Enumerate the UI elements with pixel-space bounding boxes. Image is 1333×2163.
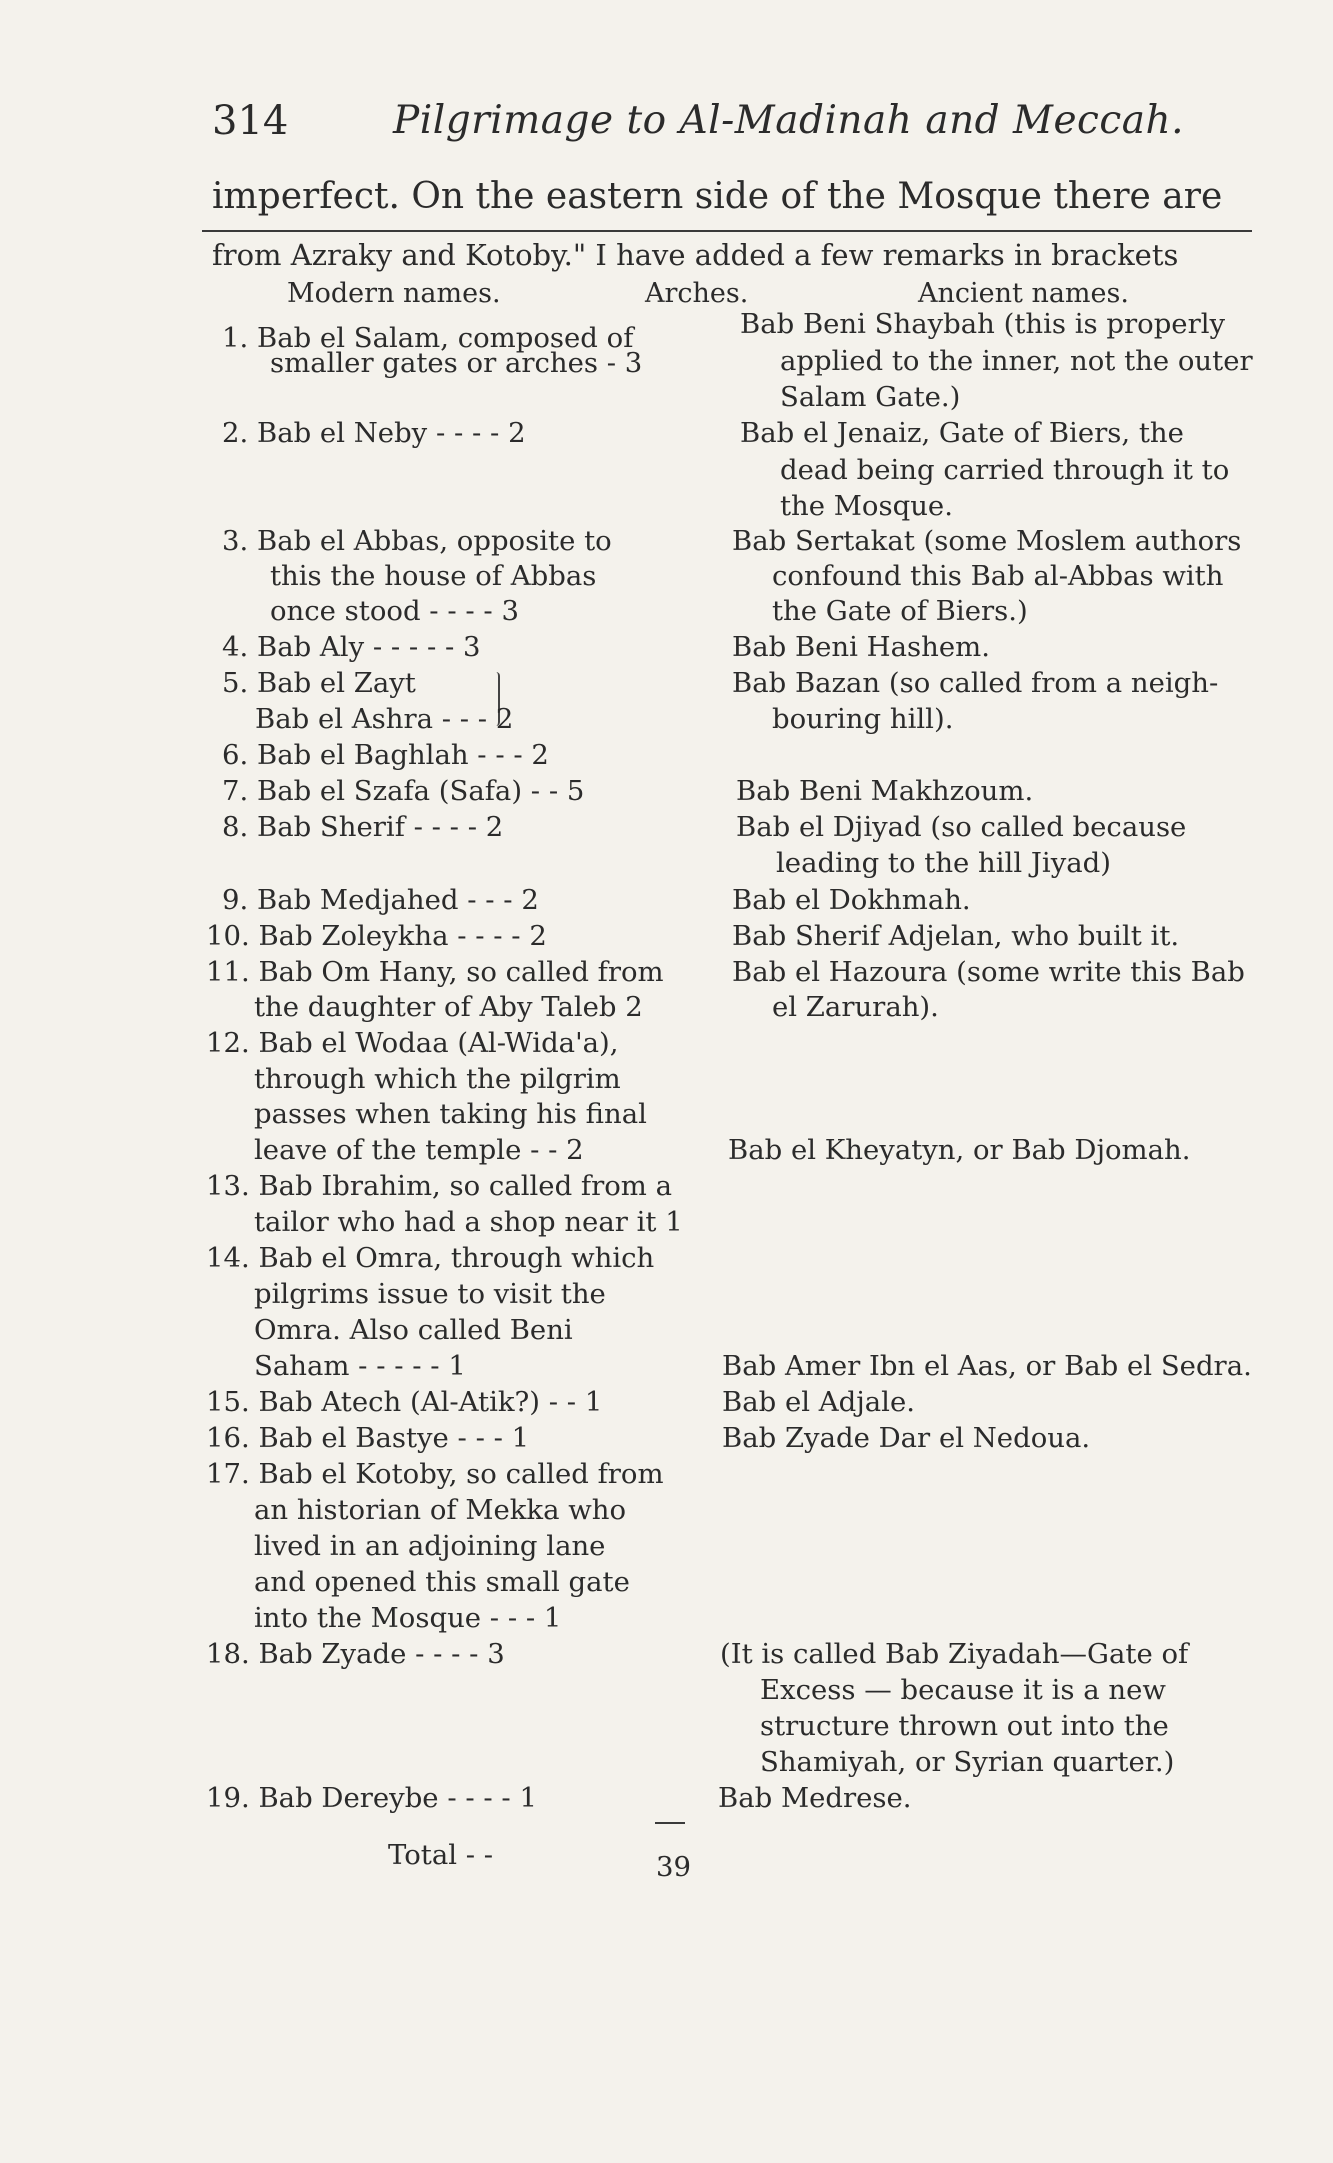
modern-name-line: Omra. Also called Beni (254, 1314, 573, 1346)
modern-name-line: 7. Bab el Szafa (Safa) - - 5 (222, 775, 585, 807)
ancient-name-line: Bab Sherif Adjelan, who built it. (732, 920, 1180, 952)
modern-name-line: passes when taking his final (254, 1098, 647, 1130)
ancient-name-line: Bab Beni Shaybah (this is properly (740, 308, 1226, 340)
ancient-name-line: (It is called Bab Ziyadah—Gate of (720, 1638, 1189, 1670)
modern-name-line: pilgrims issue to visit the (254, 1278, 606, 1310)
modern-name-line: 19. Bab Dereybe - - - - 1 (206, 1782, 537, 1814)
modern-name-line: Bab el Ashra - - - 2 (255, 703, 514, 735)
modern-name-line: 16. Bab el Bastye - - - 1 (206, 1422, 530, 1454)
modern-name-line: 8. Bab Sherif - - - - 2 (222, 811, 504, 843)
modern-name-line: lived in an adjoining lane (254, 1530, 606, 1562)
modern-name-line: 3. Bab el Abbas, opposite to (222, 525, 612, 557)
lead-line: imperfect. On the eastern side of the Mosque there are (212, 176, 1223, 217)
modern-name-line: 14. Bab el Omra, through which (206, 1242, 655, 1274)
modern-name-line: tailor who had a shop near it 1 (254, 1206, 683, 1238)
modern-name-line: 17. Bab el Kotoby, so called from (206, 1458, 664, 1490)
ancient-name-line: Bab Sertakat (some Moslem authors (732, 525, 1242, 557)
ancient-name-line: Bab Medrese. (718, 1782, 912, 1814)
modern-name-line: once stood - - - - 3 (270, 595, 519, 627)
total-label: Total - - (388, 1839, 494, 1871)
ancient-name-line: leading to the hill Jiyad) (776, 847, 1111, 879)
ancient-name-line: applied to the inner, not the outer (780, 345, 1253, 377)
total-separator (655, 1822, 685, 1824)
modern-name-line: 2. Bab el Neby - - - - 2 (222, 417, 526, 449)
ancient-name-line: Bab el Jenaiz, Gate of Biers, the (740, 417, 1184, 449)
ancient-name-line: Bab el Dokhmah. (732, 884, 971, 916)
modern-name-line: 9. Bab Medjahed - - - 2 (222, 884, 539, 916)
modern-name-line: 18. Bab Zyade - - - - 3 (206, 1638, 505, 1670)
running-title: Pilgrimage to Al-Madinah and Meccah. (393, 98, 1185, 143)
ancient-name-line: bouring hill). (772, 703, 954, 735)
modern-name-line: 5. Bab el Zayt (222, 667, 416, 699)
col-header-arches: Arches. (645, 278, 749, 309)
ancient-name-line: Bab el Kheyatyn, or Bab Djomah. (728, 1134, 1191, 1166)
modern-name-line: 10. Bab Zoleykha - - - - 2 (206, 920, 547, 952)
ancient-name-line: Bab el Hazoura (some write this Bab (732, 956, 1245, 988)
modern-name-line: 15. Bab Atech (Al-Atik?) - - 1 (206, 1386, 603, 1418)
ancient-name-line: Bab Zyade Dar el Nedoua. (722, 1422, 1091, 1454)
ancient-name-line: structure thrown out into the (760, 1710, 1169, 1742)
ancient-name-line: Bab Amer Ibn el Aas, or Bab el Sedra. (722, 1350, 1252, 1382)
modern-name-line: into the Mosque - - - 1 (254, 1602, 562, 1634)
ancient-name-line: Salam Gate.) (780, 381, 961, 413)
ancient-name-line: el Zarurah). (772, 991, 939, 1023)
modern-name-line: 1. Bab el Salam, composed of (222, 322, 634, 354)
footnote-rule (202, 230, 1252, 232)
ancient-name-line: Bab el Adjale. (722, 1386, 915, 1418)
ancient-name-line: Shamiyah, or Syrian quarter.) (760, 1746, 1175, 1778)
modern-name-line: this the house of Abbas (270, 560, 597, 592)
modern-name-line: leave of the temple - - 2 (254, 1134, 584, 1166)
page-number: 314 (212, 98, 289, 144)
intro-line: from Azraky and Kotoby." I have added a few remarks in brackets (212, 238, 1179, 272)
modern-name-line: 4. Bab Aly - - - - - 3 (222, 631, 481, 663)
modern-name-line: 13. Bab Ibrahim, so called from a (206, 1170, 673, 1202)
ancient-name-line: confound this Bab al-Abbas with (772, 560, 1224, 592)
ancient-name-line: Bab Beni Hashem. (732, 631, 990, 663)
modern-name-line: 12. Bab el Wodaa (Al-Wida'a), (206, 1027, 619, 1059)
ancient-name-line: dead being carried through it to (780, 454, 1230, 486)
total-value: 39 (656, 1851, 691, 1883)
ancient-name-line: the Mosque. (780, 490, 953, 522)
modern-name-line: and opened this small gate (254, 1566, 630, 1598)
modern-name-line: an historian of Mekka who (254, 1494, 627, 1526)
modern-name-line: the daughter of Aby Taleb 2 (254, 991, 643, 1023)
ancient-name-line: the Gate of Biers.) (772, 595, 1028, 627)
modern-name-line: through which the pilgrim (254, 1063, 621, 1095)
ancient-name-line: Bab Beni Makhzoum. (736, 775, 1034, 807)
modern-name-line: smaller gates or arches - 3 (270, 347, 643, 379)
col-header-ancient: Ancient names. (918, 278, 1129, 309)
modern-name-line: 11. Bab Om Hany, so called from (206, 956, 664, 988)
modern-name-line: Saham - - - - - 1 (254, 1350, 466, 1382)
col-header-modern: Modern names. (287, 278, 501, 309)
ancient-name-line: Excess — because it is a new (760, 1674, 1166, 1706)
ancient-name-line: Bab el Djiyad (so called because (736, 811, 1187, 843)
modern-name-line: 6. Bab el Baghlah - - - 2 (222, 739, 549, 771)
ancient-name-line: Bab Bazan (so called from a neigh- (732, 667, 1219, 699)
